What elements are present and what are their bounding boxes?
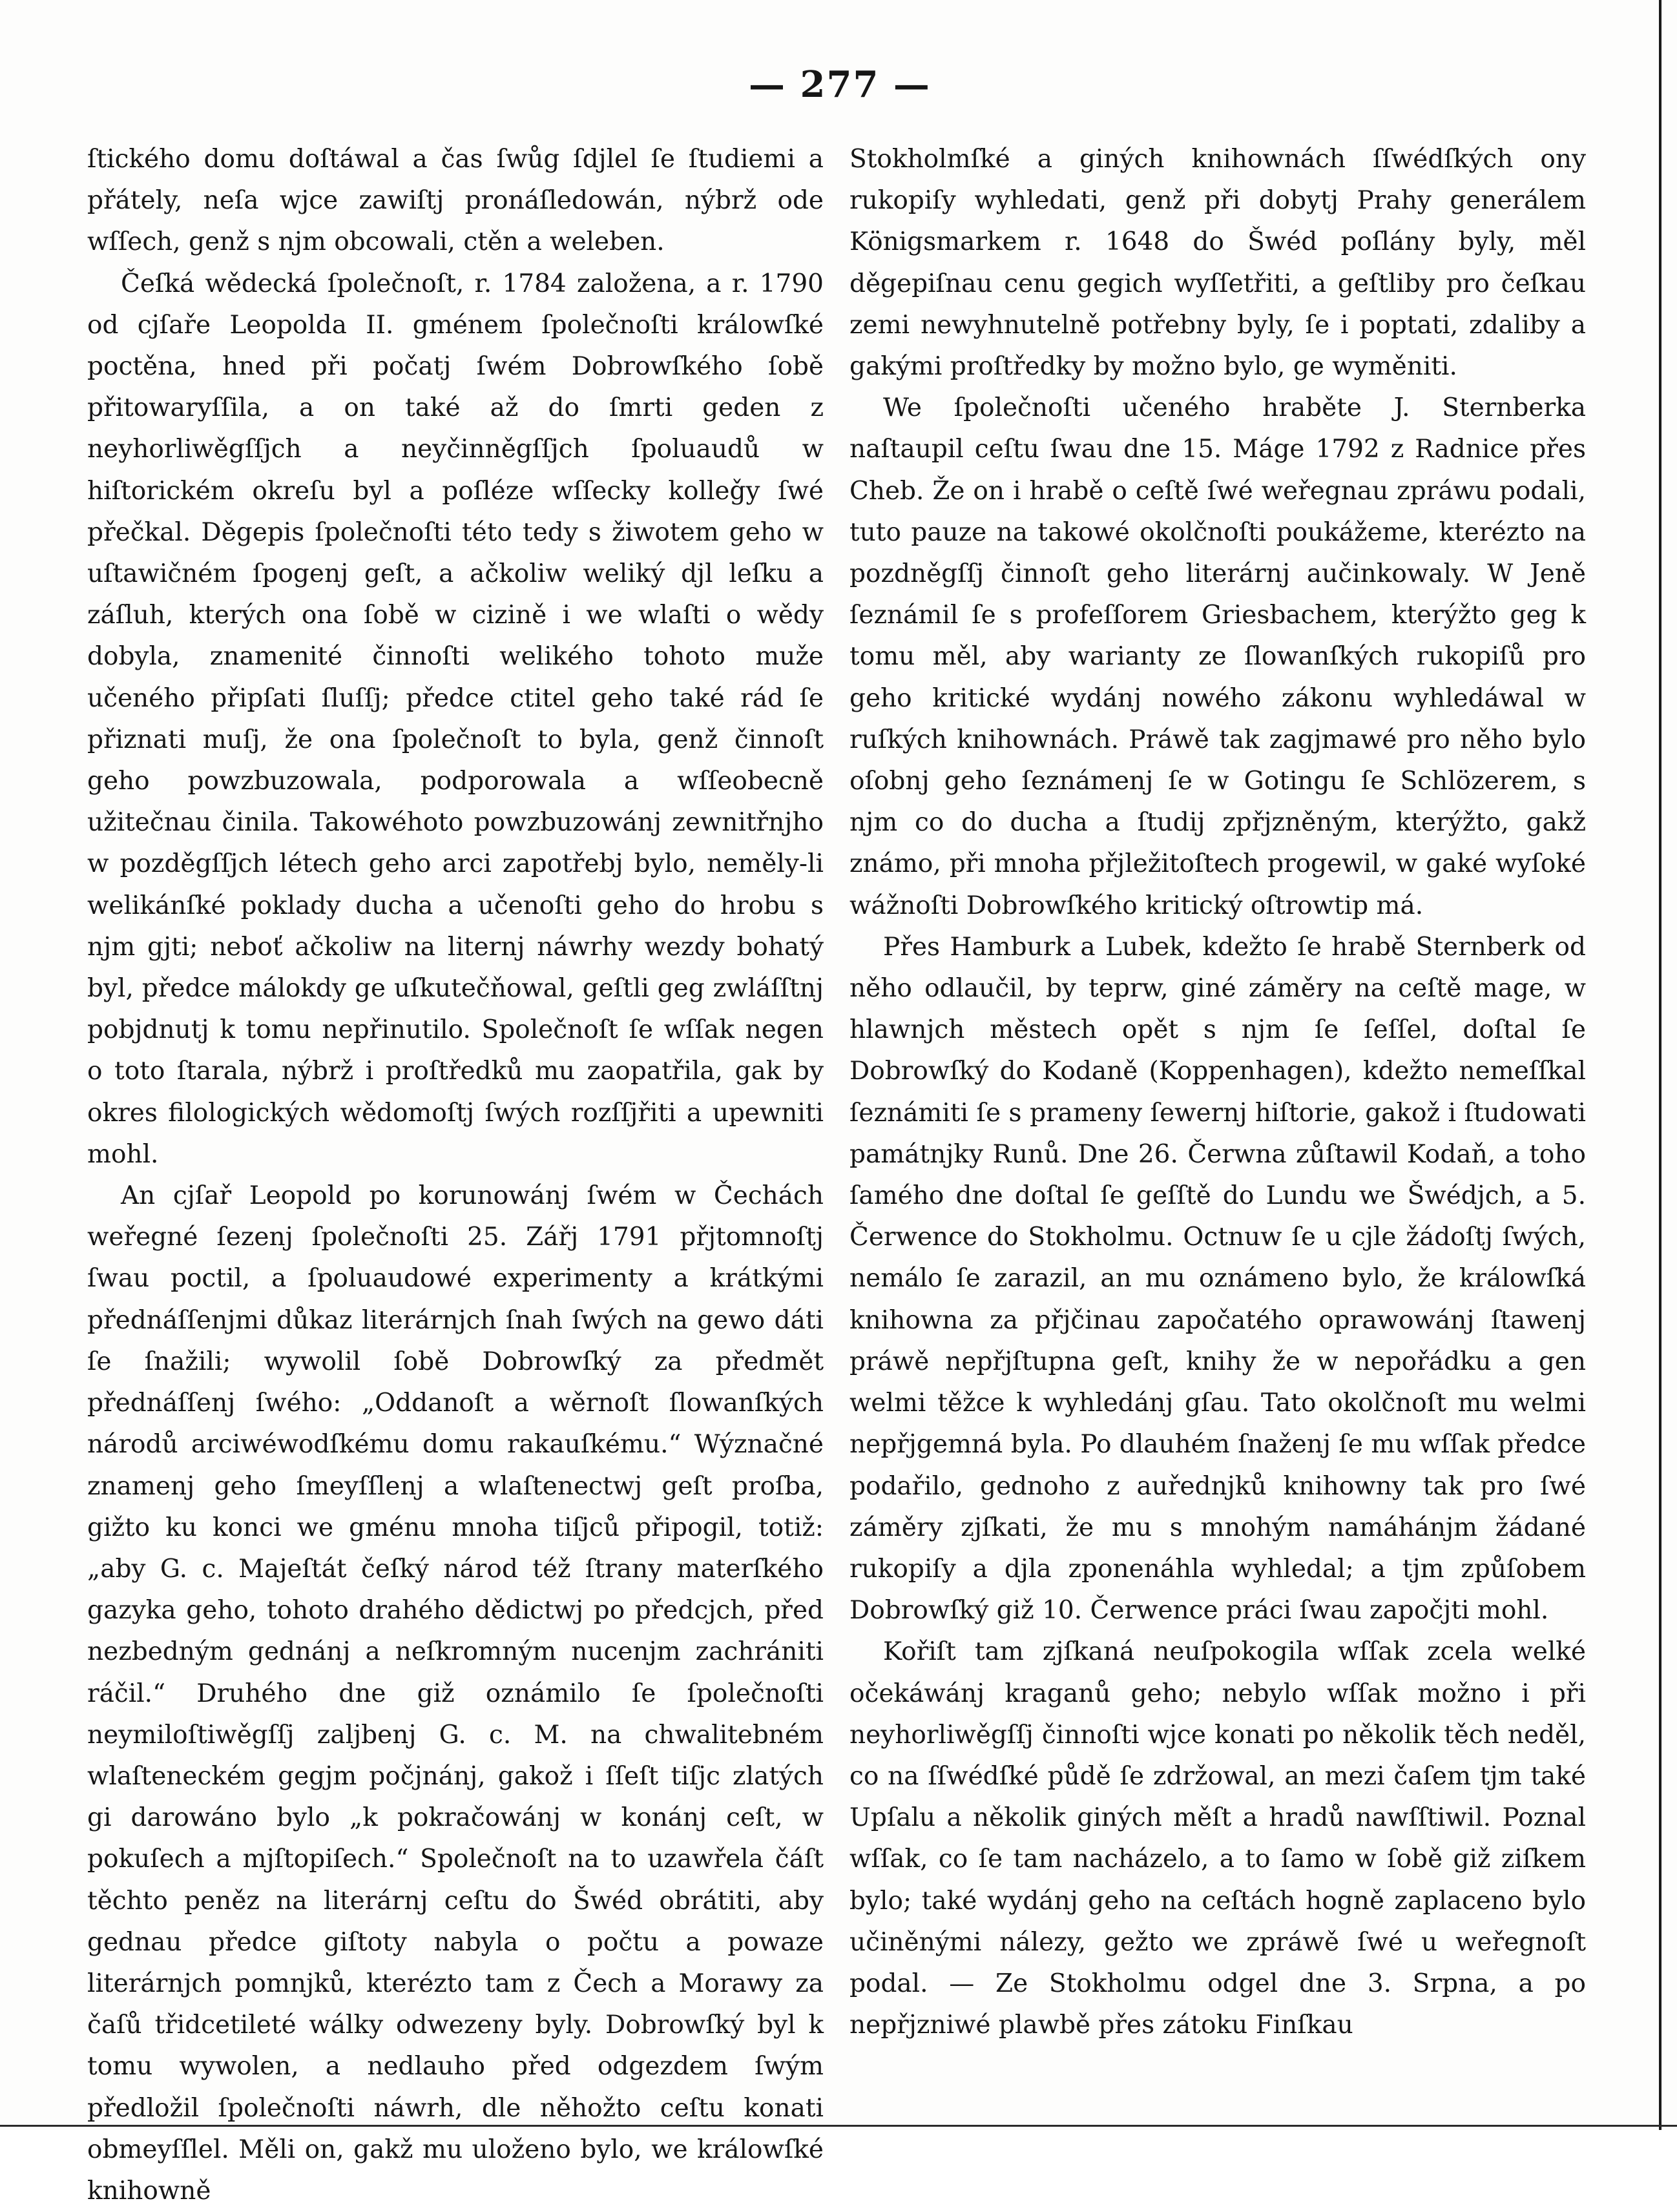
page-edge-right bbox=[1659, 0, 1661, 2130]
paragraph: Přes Hamburk a Lubek, kdežto ſe hrabě Sternberk od něho odlaučil, by teprw, giné záměry na ceſtě mage, w hlawnjch městech opět s njm ſe ſeſſel, doſtal ſe Dobrowſký do Kodaně (Koppenhagen), kdežto nemeſſkal ſeznámiti ſe s prameny ſewernj hiſtorie, gakož i ſtudowati památnjky Runů. Dne 26. Čerwna zůſtawil Kodaň, a toho ſamého dne doſtal ſe geſſtě do Lundu we Šwédjch, a 5. Čerwence do Stokholmu. Octnuw ſe u cjle žádoſtj ſwých, nemálo ſe zarazil, an mu oznámeno bylo, že králowſká knihowna za přjčinau započatého oprawowánj ſtawenj práwě nepřjſtupna geſt, knihy že w nepořádku a gen welmi těžce k wyhledánj gſau. Tato okolčnoſt mu welmi nepřjgemná byla. Po dlauhém ſnaženj ſe mu wſſak předce podařilo, gednoho z auřednjků knihowny tak pro ſwé záměry zjſkati, že mu s mnohým namáhánjm žádané rukopiſy a djla zponenáhla wyhledal; a tjm způſobem Dobrowſký giž 10. Čerwence práci ſwau započjti mohl. bbox=[849, 932, 1586, 1626]
paragraph: Stokholmſké a giných knihownách ſſwédſkých ony rukopiſy wyhledati, genž při dobytj Prahy generálem Königsmarkem r. 1648 do Šwéd poſlány byly, měl děgepiſnau cenu gegich wyſſetřiti, a geſtliby pro čeſkau zemi newyhnutelně potřebny byly, ſe i poptati, zdaliby a gakými proſtředky by možno bylo, ge wyměniti. bbox=[849, 145, 1586, 382]
paragraph: Čeſká wědecká ſpolečnoſt, r. 1784 založena, a r. 1790 od cjſaře Leopolda II. gménem ſpolečnoſti králowſké poctěna, hned při počatj ſwém Dobrowſkého ſobě přitowaryſſila, a on také až do ſmrti geden z neyhorliwěgſſjch a neyčinněgſſjch ſpoluaudů w hiſtorickém okreſu byl a poſléze wſſecky kolleǧy ſwé přečkal. Děgepis ſpolečnoſti této tedy s žiwotem geho w uſtawičném ſpogenj geſt, a ačkoliw weliký djl leſku a záſluh, kterých ona ſobě w cizině i we wlaſti o wědy dobyla, znamenité činnoſti welikého tohoto muže učeného připſati ſluſſj; předce ctitel geho také rád ſe přiznati muſj, že ona ſpolečnoſt to byla, genž činnoſt geho powzbuzowala, podporowala a wſſeobecně užitečnau činila. Takowéhoto powzbuzowánj zewnitřnjho w pozděgſſjch létech geho arci zapotřebj bylo, neměly-li welikánſké poklady ducha a učenoſti geho do hrobu s njm gjti; neboť ačkoliw na liternj náwrhy wezdy bohatý byl, předce málokdy ge uſkutečňowal, geſtli geg zwláſſtnj pobjdnutj k tomu nepřinutilo. Společnoſt ſe wſſak negen o toto ſtarala, nýbrž i proſtředků mu zaopatřila, gak by okres filologických wědomoſtj ſwých rozſſjřiti a upewniti mohl. bbox=[87, 269, 824, 1169]
paragraph: Kořiſt tam zjſkaná neuſpokogila wſſak zcela welké očekáwánj kraganů geho; nebylo wſſak možno i při neyhorliwěgſſj činnoſti wjce konati po několik těch neděl, co na ſſwédſké půdě ſe zdržowal, an mezi čaſem tjm také Upſalu a několik giných měſt a hradů nawſſtiwil. Poznal wſſak, co ſe tam nacházelo, a to ſamo w ſobě giž ziſkem bylo; také wydánj geho na ceſtách hogně zaplaceno bylo učiněnými nálezy, gežto we zpráwě ſwé u weřegnoſt podal. — Ze Stokholmu odgel dne 3. Srpna, a po nepřjzniwé plawbě přes zátoku Finſkau bbox=[849, 1637, 1586, 2040]
paragraph: We ſpolečnoſti učeného hraběte J. Sternberka naſtaupil ceſtu ſwau dne 15. Máge 1792 z Radnice přes Cheb. Že on i hrabě o ceſtě ſwé weřegnau zpráwu podali, tuto pauze na takowé okolčnoſti poukážeme, kterézto na pozdněgſſj činnoſt geho literárnj aučinkowaly. W Jeně ſeznámil ſe s profeſſorem Griesbachem, kterýžto geg k tomu měl, aby warianty ze ſlowanſkých rukopiſů pro geho kritické wydánj nowého zákonu wyhledáwal w ruſkých knihownách. Práwě tak zagjmawé pro něho bylo oſobnj geho ſeznámenj ſe w Gotingu ſe Schlözerem, s njm co do ducha a ſtudij zpřjzněným, kterýžto, gakž známo, při mnoha přjležitoſtech progewil, w gaké wyſoké wážnoſti Dobrowſkého kritický oſtrowtip má. bbox=[849, 393, 1586, 920]
paragraph: An cjſař Leopold po korunowánj ſwém w Čechách weřegné ſezenj ſpolečnoſti 25. Zářj 1791 přjtomnoſtj ſwau poctil, a ſpoluaudowé experimenty a krátkými přednáſſenjmi důkaz literárnjch ſnah ſwých na gewo dáti ſe ſnažili; wywolil ſobě Dobrowſký za předmět přednáſſenj ſwého: „Oddanoſt a wěrnoſt ſlowanſkých národů arciwéwodſkému domu rakauſkému.“ Wýznačné znamenj geho ſmeyſſlenj a wlaſtenectwj geſt proſba, gižto ku konci we gménu mnoha tiſjců připogil, totiž: „aby G. c. Majeſtát čeſký národ též ſtrany materſkého gazyka geho, tohoto drahého dědictwj po předcjch, před nezbedným gednánj a neſkromným nucenjm zachrániti ráčil.“ Druhého dne giž oznámilo ſe ſpolečnoſti neymiloſtiwěgſſj zaljbenj G. c. M. na chwalitebném wlaſteneckém gegjm počjnánj, gakož i ſſeſt tiſjc zlatých gi darowáno bylo „k pokračowánj w konánj ceſt, w pokuſech a mjſtopiſech.“ Společnoſt na to uzawřela čáſt těchto peněz na literárnj ceſtu do Šwéd obrátiti, aby gednau předce giſtoty nabyla o počtu a powaze literárnjch pomnjků, kterézto tam z Čech a Morawy za čaſů třidcetileté wálky odwezeny byly. Dobrowſký byl k tomu wywolen, a nedlauho před odgezdem ſwým předložil ſpolečnoſti náwrh, dle něhožto ceſtu konati obmeyſſlel. Měli on, gakž mu uloženo bylo, we králowſké knihowně bbox=[87, 1181, 824, 2206]
left-column bbox=[87, 139, 824, 2212]
right-column bbox=[849, 139, 1586, 2046]
page-number: — 277 — bbox=[749, 63, 931, 106]
paragraph: ſtického domu doſtáwal a čas ſwůg ſdjlel ſe ſtudiemi a přátely, neſa wjce zawiſtj pronáſledowán, nýbrž ode wſſech, genž s njm obcowali, ctěn a weleben. bbox=[87, 145, 824, 257]
